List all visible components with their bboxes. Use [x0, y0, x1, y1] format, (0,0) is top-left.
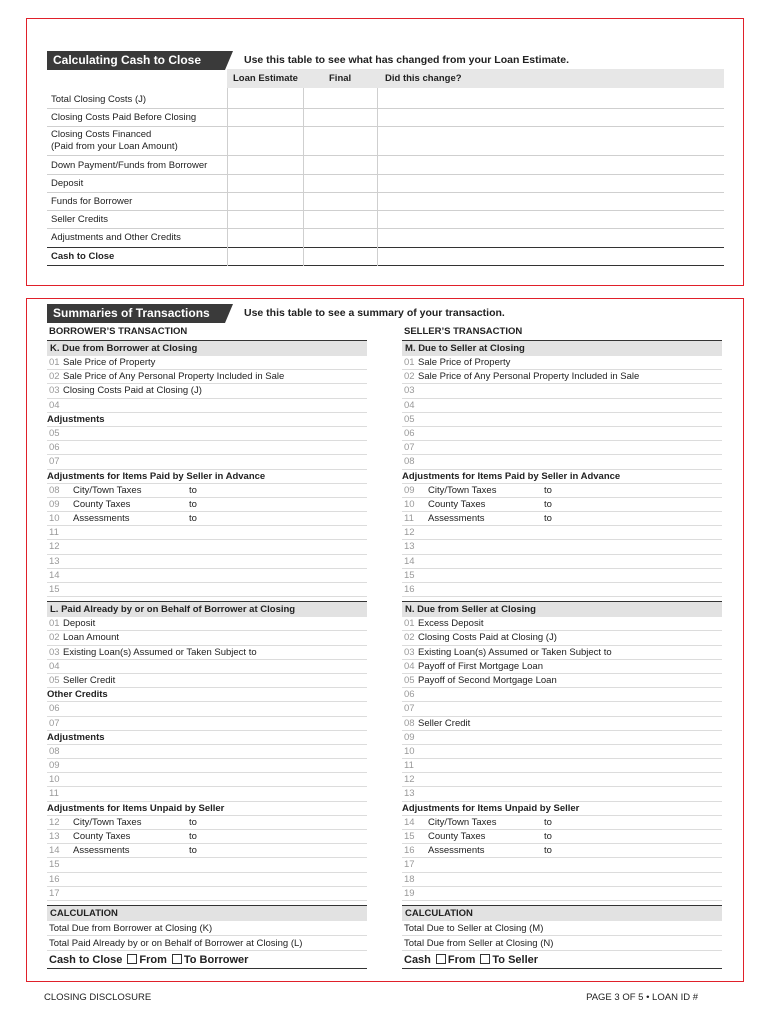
cc-row-paid-before-closing: Closing Costs Paid Before Closing — [47, 109, 724, 127]
line-item — [402, 717, 722, 731]
line-number: 15 — [404, 569, 415, 581]
line-number: 16 — [49, 873, 60, 885]
line-number: 10 — [404, 498, 415, 510]
line-number: 03 — [49, 646, 60, 658]
line-number: 14 — [49, 569, 60, 581]
line-number: 04 — [49, 399, 60, 411]
summaries-title: Summaries of Transactions — [47, 304, 225, 323]
line-number: 12 — [404, 774, 415, 786]
line-number: 06 — [404, 689, 415, 701]
footer-left: CLOSING DISCLOSURE — [44, 992, 152, 1003]
line-label: Sale Price of Any Personal Property Included in Sale — [418, 371, 640, 383]
line-item — [47, 787, 367, 801]
col-loan-estimate: Loan Estimate — [233, 73, 298, 84]
line-number: 09 — [404, 484, 415, 496]
cc-divider-3 — [377, 88, 378, 266]
line-item — [402, 512, 722, 526]
line-item — [402, 674, 722, 688]
line-item — [402, 688, 722, 702]
line-number: 15 — [404, 831, 415, 842]
line-number: 17 — [49, 887, 60, 899]
line-item — [402, 773, 722, 787]
line-item — [402, 399, 722, 413]
line-item — [402, 455, 722, 469]
line-number: 04 — [49, 660, 60, 672]
line-to-label: to — [544, 513, 552, 525]
borrower-calc-total-due: Total Due from Borrower at Closing (K) — [47, 921, 367, 936]
line-number: 06 — [49, 703, 60, 715]
line-number: 05 — [404, 413, 415, 425]
section-l-title: L. Paid Already by or on Behalf of Borrower at Closing — [47, 601, 367, 617]
to-borrower-checkbox[interactable] — [172, 954, 182, 964]
line-number: 07 — [49, 717, 60, 729]
line-item — [402, 759, 722, 773]
line-item — [47, 858, 367, 872]
line-number: 10 — [49, 513, 60, 525]
line-number: 10 — [404, 745, 415, 757]
line-item — [402, 526, 722, 540]
line-item — [47, 370, 367, 384]
line-label: Closing Costs Paid at Closing (J) — [418, 632, 557, 644]
line-to-label: to — [189, 513, 197, 525]
line-item — [47, 427, 367, 441]
line-label: Deposit — [63, 618, 96, 630]
line-label: Assessments — [428, 513, 485, 525]
line-label: Existing Loan(s) Assumed or Taken Subject to — [418, 646, 612, 658]
line-label: Seller Credit — [63, 674, 116, 686]
line-item — [402, 356, 722, 370]
line-number: 19 — [404, 887, 415, 899]
line-number: 05 — [49, 674, 60, 686]
line-item — [47, 441, 367, 455]
borrower-adjustments-label: Adjustments — [47, 413, 367, 427]
line-item — [47, 759, 367, 773]
col-final: Final — [329, 73, 352, 84]
line-to-label: to — [544, 845, 552, 857]
borrower-cash-to-close: Cash to Close From To Borrower — [47, 951, 367, 969]
cash-to-close-section — [26, 18, 744, 286]
borrower-adjustments2-label: Adjustments — [47, 731, 367, 745]
line-label: Assessments — [73, 845, 130, 857]
seller-transaction-column — [402, 324, 722, 969]
line-item — [402, 555, 722, 569]
line-to-label: to — [189, 845, 197, 857]
line-number: 01 — [49, 357, 60, 368]
line-item — [402, 631, 722, 645]
line-item — [402, 858, 722, 872]
line-item — [402, 413, 722, 427]
borrower-transaction-column — [47, 324, 367, 969]
cash-to-close-hint: Use this table to see what has changed from your Loan Estimate. — [244, 54, 569, 66]
line-item — [47, 555, 367, 569]
line-item — [47, 498, 367, 512]
line-label: City/Town Taxes — [428, 816, 497, 828]
line-number: 11 — [49, 788, 59, 800]
line-to-label: to — [544, 831, 552, 842]
seller-advance-title: Adjustments for Items Paid by Seller in Advance — [402, 470, 722, 484]
line-number: 10 — [49, 774, 60, 786]
line-label: Seller Credit — [418, 717, 471, 729]
line-number: 02 — [404, 371, 415, 383]
line-to-label: to — [544, 498, 552, 510]
line-item — [47, 384, 367, 398]
line-number: 15 — [49, 584, 60, 595]
line-item — [47, 816, 367, 830]
line-item — [47, 646, 367, 660]
line-number: 11 — [404, 760, 414, 772]
section-k-title: K. Due from Borrower at Closing — [47, 340, 367, 356]
seller-heading: SELLER’S TRANSACTION — [404, 326, 523, 337]
borrower-other-credits-label: Other Credits — [47, 688, 367, 702]
from-checkbox[interactable] — [127, 954, 137, 964]
line-item — [47, 526, 367, 540]
line-to-label: to — [544, 816, 552, 828]
cc-row-funds-for-borrower: Funds for Borrower — [47, 193, 724, 211]
line-item — [47, 617, 367, 631]
line-number: 16 — [404, 584, 415, 595]
line-label: Existing Loan(s) Assumed or Taken Subject to — [63, 646, 257, 658]
line-number: 02 — [404, 632, 415, 644]
line-number: 08 — [49, 745, 60, 757]
line-number: 06 — [49, 442, 60, 454]
line-to-label: to — [189, 831, 197, 842]
cc-row-adjustments: Adjustments and Other Credits — [51, 232, 181, 243]
line-label: City/Town Taxes — [73, 484, 142, 496]
line-number: 03 — [404, 646, 415, 658]
cash-to-close-header-row — [227, 69, 724, 88]
borrower-advance-title: Adjustments for Items Paid by Seller in Advance — [47, 470, 367, 484]
line-item — [47, 745, 367, 759]
line-to-label: to — [189, 498, 197, 510]
line-label: City/Town Taxes — [428, 484, 497, 496]
line-item — [402, 702, 722, 716]
line-label: Payoff of First Mortgage Loan — [418, 660, 543, 672]
line-number: 09 — [49, 760, 60, 772]
line-label: County Taxes — [428, 831, 486, 842]
line-number: 03 — [404, 385, 415, 397]
line-number: 14 — [49, 845, 60, 857]
section-m-title: M. Due to Seller at Closing — [402, 340, 722, 356]
line-item — [402, 830, 722, 844]
line-item — [402, 617, 722, 631]
line-number: 12 — [49, 816, 60, 828]
line-item — [402, 787, 722, 801]
line-item — [47, 484, 367, 498]
col-did-this-change: Did this change? — [385, 73, 462, 84]
line-label: City/Town Taxes — [73, 816, 142, 828]
line-item — [47, 540, 367, 554]
line-item — [402, 384, 722, 398]
line-number: 01 — [49, 618, 60, 630]
line-to-label: to — [189, 816, 197, 828]
to-seller-checkbox[interactable] — [480, 954, 490, 964]
line-item — [402, 498, 722, 512]
line-number: 13 — [49, 831, 60, 842]
line-number: 13 — [404, 541, 415, 553]
line-item — [47, 569, 367, 583]
line-item — [402, 844, 722, 858]
summaries-section — [26, 298, 744, 982]
line-label: Assessments — [428, 845, 485, 857]
line-number: 02 — [49, 371, 60, 383]
line-number: 05 — [404, 674, 415, 686]
borrower-calculation-title: CALCULATION — [47, 905, 367, 921]
line-label: County Taxes — [73, 498, 131, 510]
line-item — [47, 717, 367, 731]
line-number: 05 — [49, 427, 60, 439]
line-to-label: to — [189, 484, 197, 496]
line-number: 12 — [49, 541, 60, 553]
line-item — [47, 512, 367, 526]
line-number: 09 — [49, 498, 60, 510]
line-number: 14 — [404, 555, 415, 567]
seller-calculation-title: CALCULATION — [402, 905, 722, 921]
line-label: Sale Price of Any Personal Property Included in Sale — [63, 371, 285, 383]
line-item — [402, 370, 722, 384]
cc-row-down-payment: Down Payment/Funds from Borrower — [47, 156, 724, 175]
line-item — [47, 873, 367, 887]
line-item — [402, 731, 722, 745]
line-number: 09 — [404, 731, 415, 743]
line-number: 04 — [404, 399, 415, 411]
line-item — [402, 441, 722, 455]
section-n-title: N. Due from Seller at Closing — [402, 601, 722, 617]
line-number: 02 — [49, 632, 60, 644]
line-item — [402, 540, 722, 554]
borrower-calc-total-paid: Total Paid Already by or on Behalf of Borrower at Closing (L) — [47, 936, 367, 951]
line-item — [47, 660, 367, 674]
line-number: 08 — [404, 456, 415, 468]
seller-calc-total-due-from: Total Due from Seller at Closing (N) — [402, 936, 722, 951]
line-item — [402, 887, 722, 901]
line-item — [402, 484, 722, 498]
line-number: 07 — [404, 442, 415, 454]
line-item — [47, 830, 367, 844]
line-number: 14 — [404, 816, 415, 828]
cc-divider-1 — [227, 88, 228, 266]
line-number: 18 — [404, 873, 415, 885]
line-number: 01 — [404, 357, 415, 368]
cash-to-close-title: Calculating Cash to Close — [47, 51, 225, 70]
seller-calc-total-due-to: Total Due to Seller at Closing (M) — [402, 921, 722, 936]
line-label: Loan Amount — [63, 632, 119, 644]
cc-row-total-closing-costs: Total Closing Costs (J) — [47, 90, 724, 109]
line-label: Assessments — [73, 513, 130, 525]
line-label: Excess Deposit — [418, 618, 484, 630]
cc-row-costs-financed: Closing Costs Financed (Paid from your Loan Amount) — [47, 127, 724, 156]
line-item — [402, 816, 722, 830]
seller-unpaid-title: Adjustments for Items Unpaid by Seller — [402, 802, 722, 816]
footer-right: PAGE 3 OF 5 • LOAN ID # — [586, 992, 698, 1003]
line-number: 17 — [404, 859, 415, 871]
line-number: 11 — [49, 527, 59, 539]
line-label: County Taxes — [428, 498, 486, 510]
line-item — [402, 583, 722, 597]
line-item — [47, 399, 367, 413]
line-item — [47, 674, 367, 688]
line-item — [402, 660, 722, 674]
line-number: 16 — [404, 845, 415, 857]
borrower-unpaid-title: Adjustments for Items Unpaid by Seller — [47, 802, 367, 816]
borrower-heading: BORROWER’S TRANSACTION — [49, 326, 188, 337]
line-number: 06 — [404, 427, 415, 439]
line-item — [47, 887, 367, 901]
line-item — [47, 455, 367, 469]
line-item — [402, 873, 722, 887]
line-item — [402, 646, 722, 660]
line-item — [47, 583, 367, 597]
line-number: 03 — [49, 385, 60, 397]
line-number: 07 — [49, 456, 60, 468]
line-item — [47, 356, 367, 370]
line-number: 13 — [404, 788, 415, 800]
line-number: 04 — [404, 660, 415, 672]
line-label: Closing Costs Paid at Closing (J) — [63, 385, 202, 397]
line-item — [47, 844, 367, 858]
seller-cash: Cash From To Seller — [402, 951, 722, 969]
from-checkbox[interactable] — [436, 954, 446, 964]
cc-row-cash-to-close: Cash to Close — [47, 247, 724, 266]
line-number: 08 — [404, 717, 415, 729]
line-number: 11 — [404, 513, 414, 525]
summaries-hint: Use this table to see a summary of your transaction. — [244, 307, 505, 319]
line-label: Payoff of Second Mortgage Loan — [418, 674, 557, 686]
line-number: 15 — [49, 859, 60, 871]
line-item — [402, 745, 722, 759]
line-number: 12 — [404, 527, 415, 539]
cc-divider-2 — [303, 88, 304, 266]
line-label: County Taxes — [73, 831, 131, 842]
cc-row-deposit: Deposit — [47, 175, 724, 193]
line-item — [402, 569, 722, 583]
line-number: 01 — [404, 618, 415, 630]
line-item — [47, 773, 367, 787]
line-item — [47, 631, 367, 645]
line-label: Sale Price of Property — [418, 357, 511, 368]
line-item — [47, 702, 367, 716]
line-to-label: to — [544, 484, 552, 496]
cc-row-seller-credits: Seller Credits — [47, 211, 724, 229]
line-number: 07 — [404, 703, 415, 715]
line-number: 08 — [49, 484, 60, 496]
line-number: 13 — [49, 555, 60, 567]
line-label: Sale Price of Property — [63, 357, 156, 368]
line-item — [402, 427, 722, 441]
